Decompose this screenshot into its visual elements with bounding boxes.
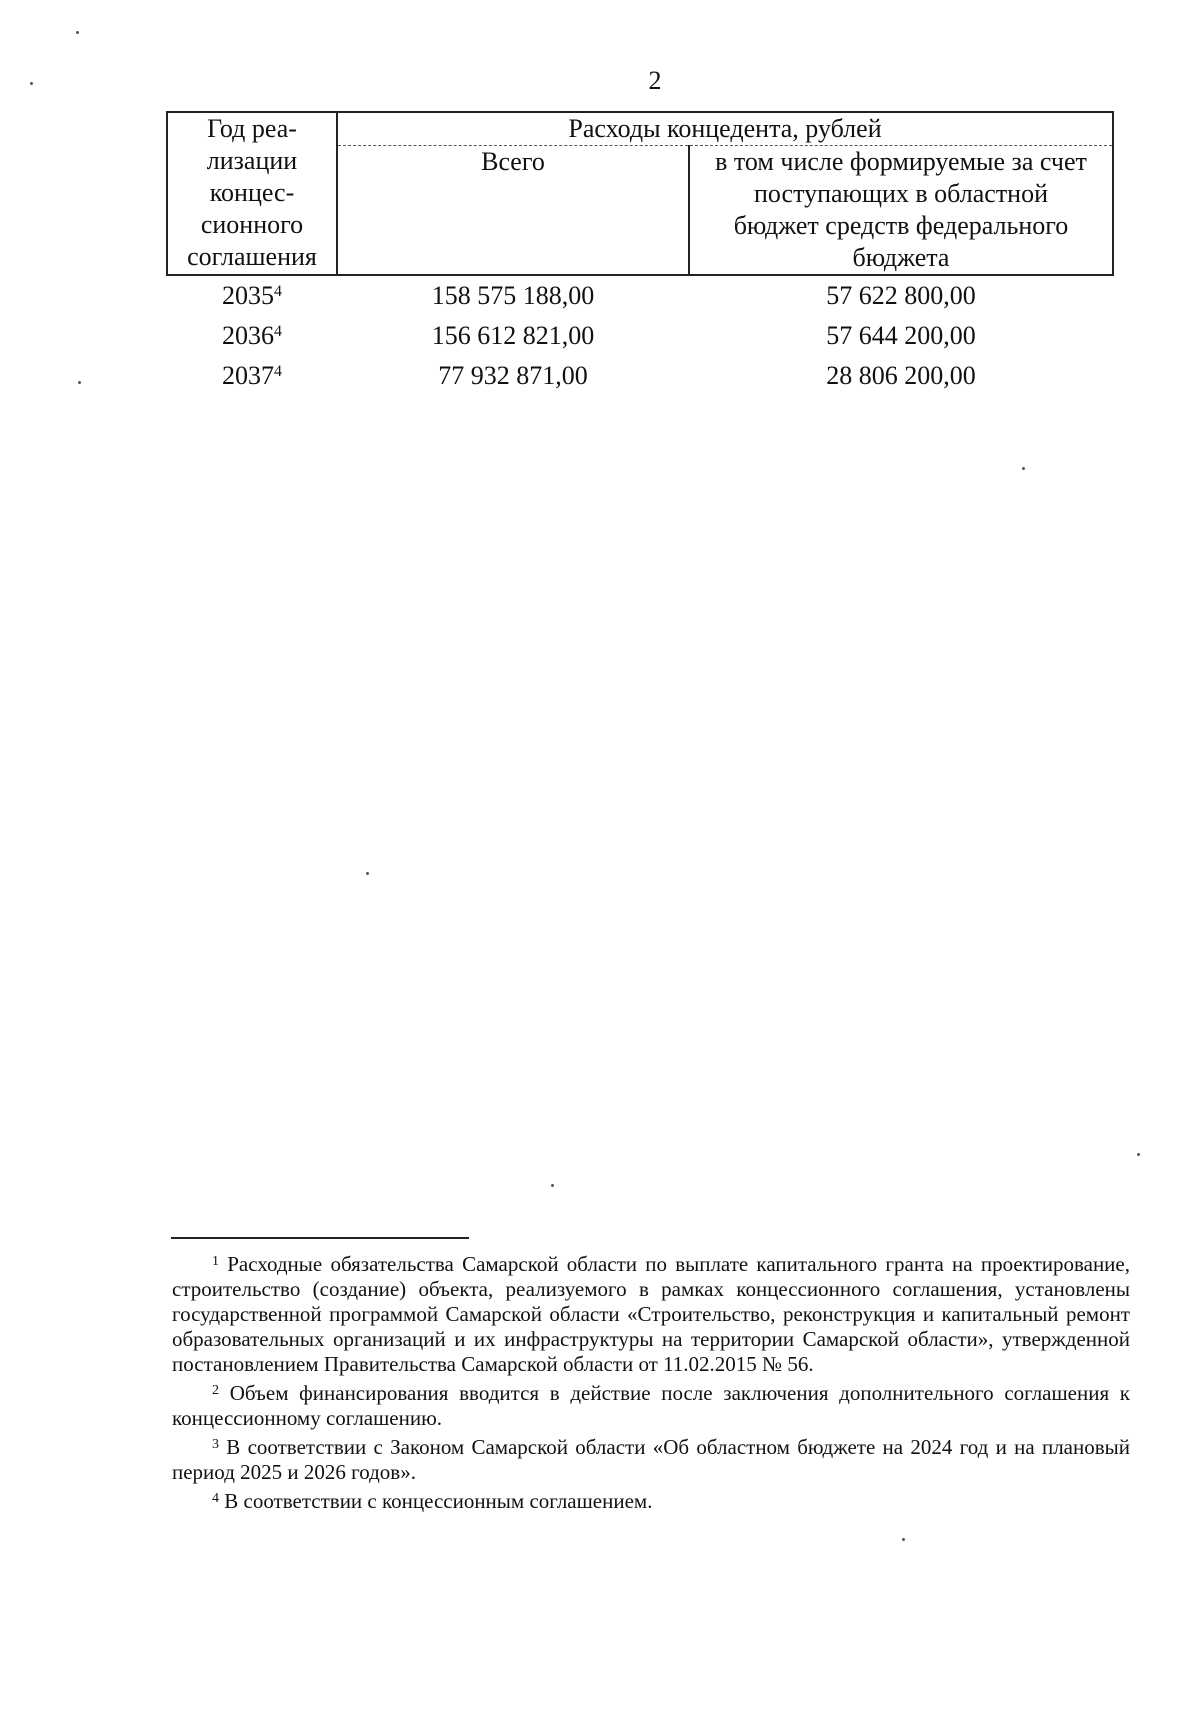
cell-year: 2037$^4$ xyxy=(222,361,282,390)
page-number: 2 xyxy=(648,66,662,95)
cell-total: 158 575 188,00 xyxy=(431,281,595,310)
header-expenses-group: Расходы концедента, рублей xyxy=(337,112,1113,146)
table-header-row-1 xyxy=(167,112,1113,146)
cell-federal: 28 806 200,00 xyxy=(826,361,976,390)
scan-speck xyxy=(902,1538,905,1541)
cell-federal: 57 622 800,00 xyxy=(826,281,976,310)
footnotes xyxy=(172,1252,1130,1518)
scan-speck xyxy=(76,31,79,34)
header-year: Год реа- лизации концес- сионного соглашения xyxy=(167,112,337,275)
scan-speck xyxy=(366,872,369,875)
scan-speck xyxy=(30,82,33,85)
header-total: Всего xyxy=(337,146,689,276)
table-row xyxy=(167,356,1113,396)
cell-total: 77 932 871,00 xyxy=(438,361,588,390)
footnote-2: $^2$ Объем финансирования вводится в действие после заключения дополнительного соглашения к концессионному соглашению. xyxy=(172,1381,1131,1430)
footnote-4: $^4$ В соответствии с концессионным соглашением. xyxy=(212,1489,653,1513)
cell-federal: 57 644 200,00 xyxy=(826,321,976,350)
table-row xyxy=(167,316,1113,356)
footnote-1: $^1$ Расходные обязательства Самарской области по выплате капитального гранта на проектирование, строительство (создание) объекта, реализуемого в рамках концессионного соглашения, установлены государственной программой Самарской области «Строительство, реконструкция и капитальный ремонт образовательных организаций и их инфраструктуры на территории Самарской области», утвержденной постановлением Правительства Самарской области от 11.02.2015 № 56. xyxy=(172,1252,1130,1376)
table-row xyxy=(167,275,1113,316)
footnote-3: $^3$ В соответствии с Законом Самарской области «Об областном бюджете на 2024 год и на плановый период 2025 и 2026 годов». xyxy=(172,1435,1130,1484)
cell-total: 156 612 821,00 xyxy=(431,321,595,350)
scan-speck xyxy=(78,381,81,384)
cell-year: 2035$^4$ xyxy=(222,281,282,310)
footnote-separator xyxy=(171,1237,469,1239)
scan-speck xyxy=(1022,467,1025,470)
scan-speck xyxy=(551,1184,554,1187)
cell-year: 2036$^4$ xyxy=(222,321,282,350)
header-federal: в том числе формируемые за счет поступающих в областной бюджет средств федерального бюджета xyxy=(689,146,1113,276)
scan-speck xyxy=(1137,1153,1140,1156)
expenses-table xyxy=(166,111,1114,396)
